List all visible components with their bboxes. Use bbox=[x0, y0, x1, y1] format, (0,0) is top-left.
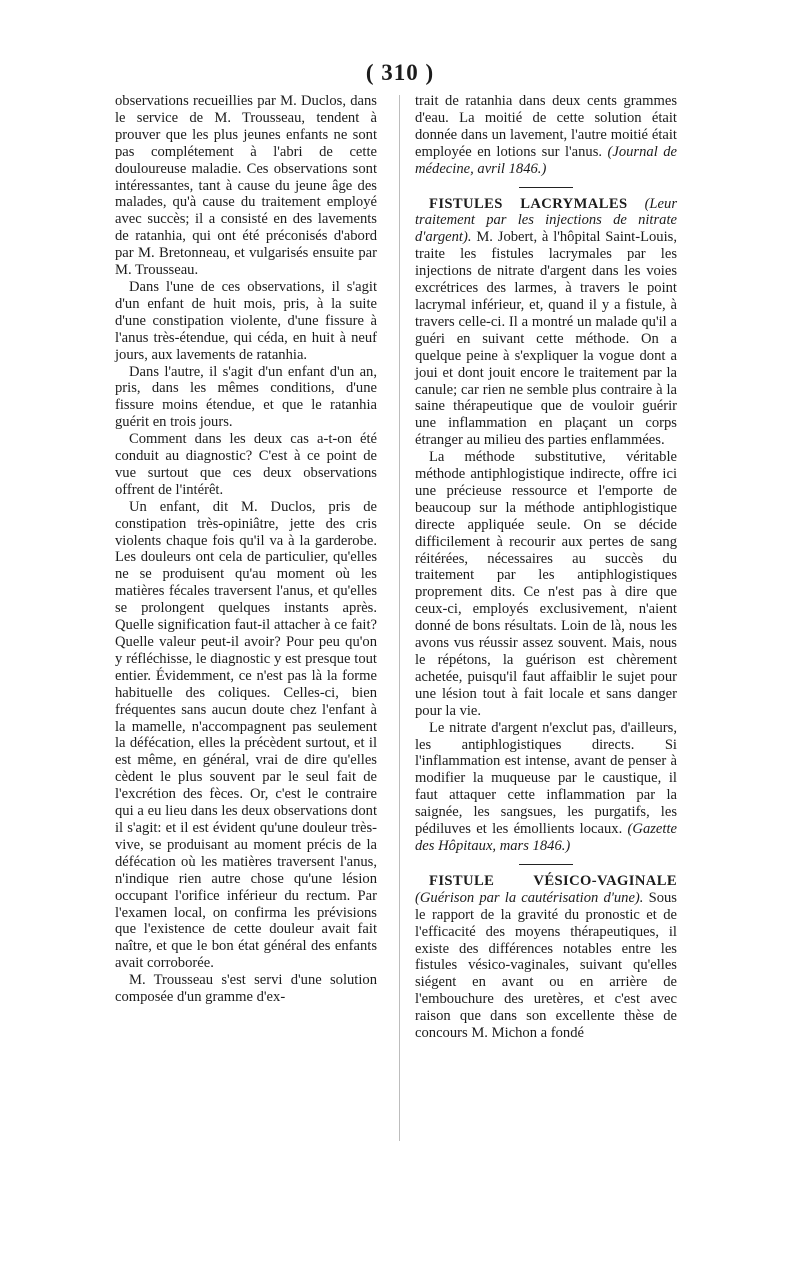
section-title: FISTULES LACRYMALES bbox=[429, 195, 628, 212]
paragraph bbox=[415, 93, 677, 178]
paragraph: Dans l'une de ces observations, il s'agit d'un enfant de huit mois, pris, à la suite d'une constipation violente, d'une fissure à l'anus très-étendue, qui céda, en huit à neuf jours, aux lavements de ratanhia. bbox=[115, 278, 377, 363]
paragraph: Un enfant, dit M. Duclos, pris de constipation très-opiniâtre, jette des cris violents chaque fois qu'il va à la garderobe. Les douleurs ont cela de particulier, qu'elles ne se produisent qu'au moment où les matières fécales traversent l'anus, et qu'elles se prolongent quelques instants après. Quelle signification faut-il attacher à ce fait? Quelle valeur peut-il avoir? Pour peu qu'on y réfléchisse, le diagnostic y est presque tout entier. Évidemment, ce n'est pas là la forme habituelle des coliques. Celles-ci, bien fréquentes sans aucun doute chez l'enfant à la mamelle, n'accompagnent pas seulement la défécation, elles la précèdent surtout, et il est même, en général, vrai de dire qu'elles cèdent le plus souvent par le seul fait de l'excrétion des fèces. Or, c'est le contraire qui a eu lieu dans les deux observations dont il s'agit: et il est évident qu'une douleur très-vive, se produisant au moment précis de la défécation où les matières traversent l'anus, n'indique rien autre chose qu'une lésion occupant l'orifice inférieur du rectum. Par l'examen local, on confirma les prévisions que l'existence de cette douleur avait fait naître, et que le bon état général des enfants avait corroborée. bbox=[115, 498, 377, 972]
source-citation: (Gazette des Hôpitaux, mars 1846.) bbox=[415, 821, 677, 854]
section-paragraph bbox=[415, 873, 677, 1042]
section-paragraph bbox=[415, 196, 677, 450]
section-lead-text: Sous le rapport de la gravité du pronostic et de l'efficacité des moyens thérapeutiques, il existe des différences notables entre les fistules vésico-vaginales, suivant qu'elles siégent en avant ou en arrière de l'embouchure des uretères, et c'est avec raison que dans son excellente thèse de concours M. Michon a fondé bbox=[415, 889, 677, 1042]
paragraph: observations recueillies par M. Duclos, dans le service de M. Trousseau, tendent à prouver que les plus jeunes enfants ne sont pas complétement à l'abri de cette douloureuse maladie. Ces observations sont intéressantes, tant à cause du jeune âge des malades, qu'à cause du traitement employé avec succès; il a consisté en des lavements de ratanhia, qui ont été préconisés d'abord par M. Bretonneau, et vulgarisés ensuite par M. Trousseau. bbox=[115, 93, 377, 279]
section-subtitle: (Guérison par la cautérisation d'une). bbox=[415, 889, 644, 906]
source-citation: (Journal de médecine, avril 1846.) bbox=[415, 143, 677, 177]
section-lead-text: M. Jobert, à l'hôpital Saint-Louis, traite les fistules lacrymales par les injections de nitrate d'argent dans les voies excrétrices des larmes, à travers le point lacrymal inférieur, et, quand il y a fistule, à travers celle-ci. Il a montré un malade qu'il a guéri en suivant cette méthode. On a quelque peine à s'expliquer la vogue dont a joui et dont jouit encore le traitement par la canule; car rien ne semble plus contraire à la saine thérapeutique que de vouloir guérir une inflammation en plaçant un corps étranger au milieu des parties enflammées. bbox=[415, 229, 677, 449]
page-number: ( 310 ) bbox=[365, 60, 435, 85]
paragraph: M. Trousseau s'est servi d'une solution composée d'un gramme d'ex- bbox=[115, 972, 377, 1006]
continuation-text: trait de ratanhia dans deux cents grammes d'eau. La moitié de cette solution était donnée dans un lavement, l'autre moitié était employée en lotions sur l'anus. bbox=[415, 93, 677, 160]
paragraph-text: Le nitrate d'argent n'exclut pas, d'ailleurs, les antiphlogistiques directs. Si l'inflammation est intense, avant de penser à modifier la muqueuse par le caustique, il faut attaquer cette inflammation par la saignée, les sangsues, les purgatifs, les pédiluves et les émollients locaux. bbox=[415, 719, 677, 838]
right-column bbox=[415, 93, 677, 1042]
section-subtitle: (Leur traitement par les injections de nitrate d'argent). bbox=[415, 195, 677, 246]
paragraph bbox=[415, 720, 677, 855]
paragraph: Comment dans les deux cas a-t-on été conduit au diagnostic? C'est à ce point de vue surtout que ces deux observations offrent de l'intérêt. bbox=[115, 431, 377, 498]
paragraph: Dans l'autre, il s'agit d'un enfant d'un an, pris, dans les mêmes conditions, d'une fissure moins étendue, et que le ratanhia guérit en trois jours. bbox=[115, 363, 377, 431]
section-title: FISTULE VÉSICO-VAGINALE bbox=[429, 872, 677, 889]
left-column bbox=[115, 93, 377, 1006]
section-separator bbox=[519, 187, 573, 188]
column-divider bbox=[399, 95, 400, 1141]
section-separator bbox=[519, 864, 573, 865]
paragraph: La méthode substitutive, véritable méthode antiphlogistique indirecte, offre ici une précieuse ressource et l'emporte de beaucoup sur la méthode antiphlogistique directe appliquée seule. On se décide difficilement à recourir aux pertes de sang réitérées, nécessaires au succès du traitement par les antiphlogistiques proprement dits. Ce n'est pas à dire que ceux-ci, employés exclusivement, n'aient donné de bons résultats. Loin de là, nous les avons vus réussir assez souvent. Mais, nous le répétons, la guérison est chèrement achetée, puisqu'il faut affaiblir le sujet pour une lésion tout à fait locale et sans danger pour la vie. bbox=[415, 449, 677, 719]
